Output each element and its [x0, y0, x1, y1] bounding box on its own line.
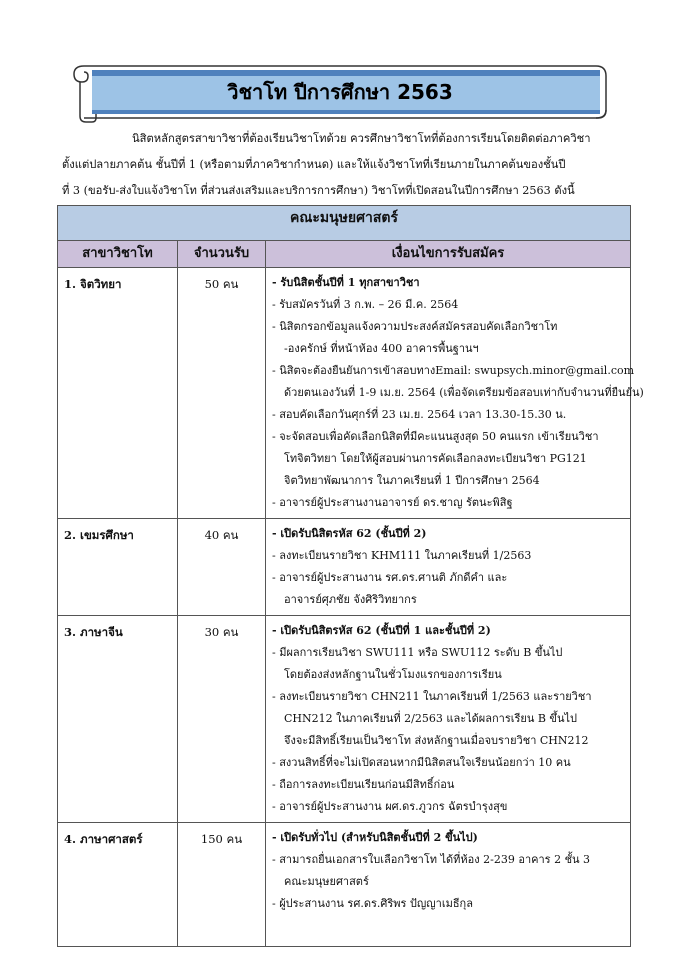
table-row [58, 268, 631, 519]
subject-cell: 3. ภาษาจีน [58, 616, 178, 823]
conditions-cell [266, 616, 631, 823]
quota-cell: 50 คน [178, 268, 266, 519]
table-row [58, 519, 631, 616]
intro-line: นิสิตหลักสูตรสาขาวิชาที่ต้องเรียนวิชาโทด้วย ควรศึกษาวิชาโทที่ต้องการเรียนโดยติดต่อภาควิชา [132, 132, 591, 145]
condition-line: จึงจะมีสิทธิ์เรียนเป็นวิชาโท ส่งหลักฐานเมื่อจบรายวิชา CHN212 [284, 734, 589, 747]
condition-line: - จะจัดสอบเพื่อคัดเลือกนิสิตที่มีคะแนนสูงสุด 50 คนแรก เข้าเรียนวิชา [272, 430, 599, 443]
condition-line: โดยต้องส่งหลักฐานในชั่วโมงแรกของการเรียน [284, 668, 502, 681]
condition-line: - อาจารย์ผู้ประสานงาน รศ.ดร.ศานติ ภักดีคำ และ [272, 571, 508, 584]
table-row [58, 823, 631, 947]
quota-cell: 150 คน [178, 823, 266, 947]
conditions-cell [266, 823, 631, 947]
faculty-header: คณะมนุษยศาสตร์ [58, 206, 631, 241]
condition-line: - สามารถยื่นเอกสารใบเลือกวิชาโท ได้ที่ห้อง 2-239 อาคาร 2 ชั้น 3 [272, 853, 591, 866]
condition-line: - มีผลการเรียนวิชา SWU111 หรือ SWU112 ระดับ B ขึ้นไป [272, 646, 563, 659]
condition-line: จิตวิทยาพัฒนาการ ในภาคเรียนที่ 1 ปีการศึกษา 2564 [284, 474, 540, 487]
condition-line: -องครักษ์ ที่หน้าห้อง 400 อาคารพื้นฐานฯ [284, 342, 479, 355]
condition-line: โทจิตวิทยา โดยให้ผู้สอบผ่านการคัดเลือกลงทะเบียนวิชา PG121 [284, 452, 587, 465]
minor-table [57, 205, 644, 947]
column-header-quota: จำนวนรับ [178, 241, 266, 268]
subject-cell: 1. จิตวิทยา [58, 268, 178, 519]
condition-line: - สอบคัดเลือกวันศุกร์ที่ 23 เม.ย. 2564 เวลา 13.30-15.30 น. [272, 408, 567, 421]
condition-line: - รับสมัครวันที่ 3 ก.พ. – 26 มี.ค. 2564 [272, 298, 459, 311]
condition-line: - เปิดรับทั่วไป (สำหรับนิสิตชั้นปีที่ 2 ขึ้นไป) [272, 831, 478, 844]
condition-line: - อาจารย์ผู้ประสานงานอาจารย์ ดร.ชาญ รัตนะพิสิฐ [272, 496, 513, 509]
condition-line: - อาจารย์ผู้ประสานงาน ผศ.ดร.ภูวกร ฉัตรบำรุงสุข [272, 800, 508, 813]
condition-line: - ลงทะเบียนรายวิชา CHN211 ในภาคเรียนที่ 1/2563 และรายวิชา [272, 690, 592, 703]
condition-line: - เปิดรับนิสิตรหัส 62 (ชั้นปีที่ 1 และชั้นปีที่ 2) [272, 624, 491, 637]
condition-line: - สงวนสิทธิ์ที่จะไม่เปิดสอนหากมีนิสิตสนใจเรียนน้อยกว่า 10 คน [272, 756, 571, 769]
condition-line: CHN212 ในภาคเรียนที่ 2/2563 และได้ผลการเรียน B ขึ้นไป [284, 712, 577, 725]
condition-line: - นิสิตจะต้องยืนยันการเข้าสอบทางEmail: swupsych.minor@gmail.com [272, 364, 635, 377]
condition-line: อาจารย์ศุภชัย จังศิริวิทยากร [284, 593, 417, 606]
conditions-cell [266, 268, 644, 519]
condition-line: - ลงทะเบียนรายวิชา KHM111 ในภาคเรียนที่ 1/2563 [272, 549, 532, 562]
intro-line: ที่ 3 (ขอรับ-ส่งใบแจ้งวิชาโท ที่ส่วนส่งเสริมและบริการการศึกษา) วิชาโทที่เปิดสอนในปีการศึกษา 2563 ดังนี้ [62, 184, 575, 197]
conditions-cell [266, 519, 631, 616]
intro-paragraph [62, 126, 652, 204]
quota-cell: 30 คน [178, 616, 266, 823]
condition-line: ด้วยตนเองวันที่ 1-9 เม.ย. 2564 (เพื่อจัดเตรียมข้อสอบเท่ากับจำนวนที่ยืนยัน) [284, 386, 644, 399]
condition-line: - รับนิสิตชั้นปีที่ 1 ทุกสาขาวิชา [272, 276, 420, 289]
column-header-subject: สาขาวิชาโท [58, 241, 178, 268]
condition-line: - ผู้ประสานงาน รศ.ดร.ศิริพร ปัญญาเมธีกุล [272, 897, 473, 910]
condition-line: คณะมนุษยศาสตร์ [284, 875, 369, 888]
condition-line: - นิสิตกรอกข้อมูลแจ้งความประสงค์สมัครสอบคัดเลือกวิชาโท [272, 320, 558, 333]
column-header-conditions: เงื่อนไขการรับสมัคร [266, 241, 631, 268]
intro-line: ตั้งแต่ปลายภาคต้น ชั้นปีที่ 1 (หรือตามที่ภาควิชากำหนด) และให้แจ้งวิชาโทที่เรียนภายในภาคต้นของชั้นปี [62, 158, 566, 171]
page-title: วิชาโท ปีการศึกษา 2563 [227, 80, 453, 104]
quota-cell: 40 คน [178, 519, 266, 616]
condition-line: - ถือการลงทะเบียนเรียนก่อนมีสิทธิ์ก่อน [272, 778, 455, 791]
subject-cell: 4. ภาษาศาสตร์ [58, 823, 178, 947]
title-banner [70, 60, 610, 124]
condition-line: - เปิดรับนิสิตรหัส 62 (ชั้นปีที่ 2) [272, 527, 427, 540]
table-row [58, 616, 631, 823]
subject-cell: 2. เขมรศึกษา [58, 519, 178, 616]
